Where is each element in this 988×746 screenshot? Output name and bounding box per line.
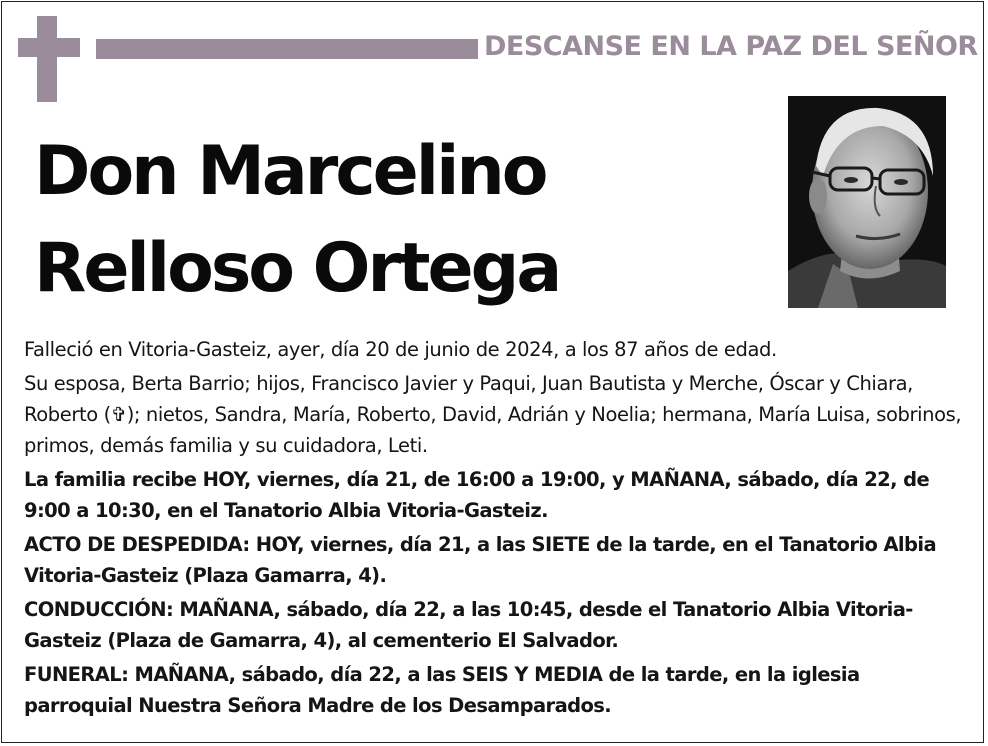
deceased-name-line1: Don Marcelino: [34, 132, 546, 211]
obituary-body: [24, 334, 964, 724]
header-divider-bar: [96, 39, 478, 59]
visitation-paragraph: La familia recibe HOY, viernes, día 21, de 16:00 a 19:00, y MAÑANA, sábado, día 22, de 9:00 a 10:30, en el Tanatorio Albia Vitoria-Gasteiz.: [24, 468, 930, 522]
header-title: DESCANSE EN LA PAZ DEL SEÑOR: [484, 31, 978, 62]
farewell-act-paragraph: ACTO DE DESPEDIDA: HOY, viernes, día 21, a las SIETE de la tarde, en el Tanatorio Albia Vitoria-Gasteiz (Plaza Gamarra, 4).: [24, 533, 937, 587]
funeral-paragraph: FUNERAL: MAÑANA, sábado, día 22, a las SEIS Y MEDIA de la tarde, en la iglesia parroquial Nuestra Señora Madre de los Desamparados.: [24, 663, 860, 717]
family-paragraph: Su esposa, Berta Barrio; hijos, Francisco Javier y Paqui, Juan Bautista y Merche, Óscar y Chiara, Roberto (✞); nietos, Sandra, María, Roberto, David, Adrián y Noelia; hermana, María Luisa, sobrinos, primos, demás familia y su cuidadora, Leti.: [24, 372, 962, 457]
procession-paragraph: CONDUCCIÓN: MAÑANA, sábado, día 22, a las 10:45, desde el Tanatorio Albia Vitoria-Gasteiz (Plaza de Gamarra, 4), al cementerio El Salvador.: [24, 598, 913, 652]
deceased-name-line2: Relloso Ortega: [34, 229, 560, 308]
death-notice-paragraph: Falleció en Vitoria-Gasteiz, ayer, día 20 de junio de 2024, a los 87 años de edad.: [24, 338, 777, 361]
portrait-photo: [788, 96, 946, 308]
